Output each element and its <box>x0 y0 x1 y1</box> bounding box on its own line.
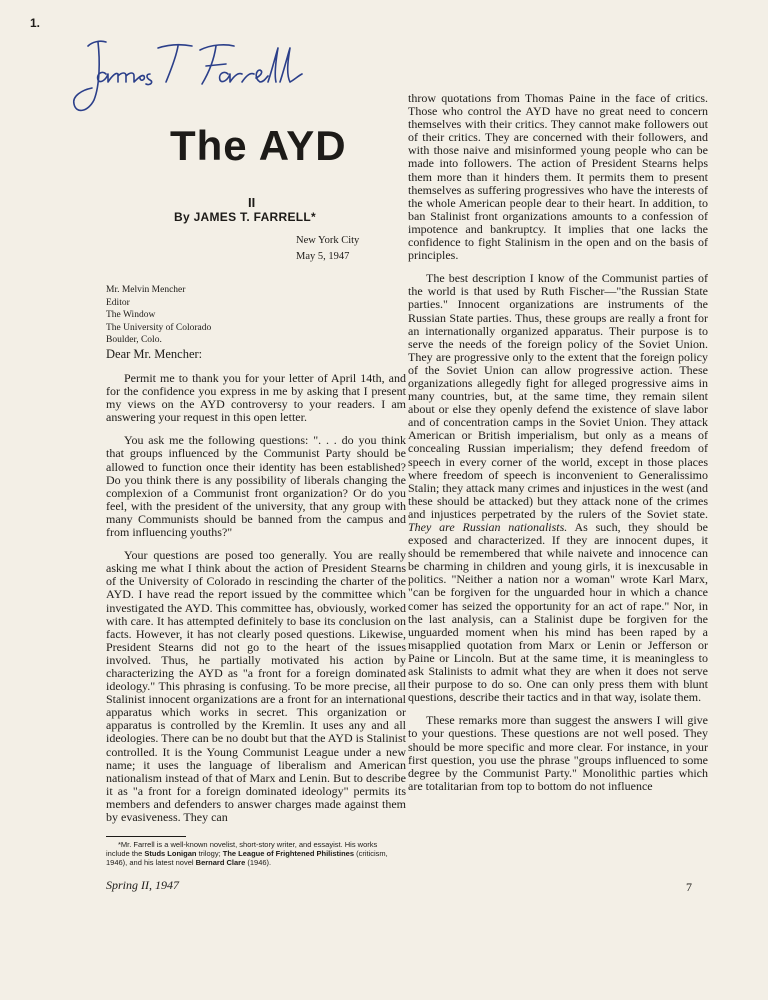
page-number: 7 <box>686 880 692 894</box>
footnote: *Mr. Farrell is a well-known novelist, short-story writer, and essayist. His works include the Studs Lonigan trilogy; The League of Frightened Philistines (criticism, 1946), and his latest novel Bernard Clare (1946). <box>106 840 388 867</box>
footnote-rule <box>106 836 186 837</box>
issue-footer: Spring II, 1947 <box>106 878 179 892</box>
dateline-city: New York City <box>296 235 360 246</box>
address-line: Boulder, Colo. <box>106 335 162 345</box>
address-block <box>106 284 326 347</box>
article-title: The AYD <box>170 122 347 169</box>
address-line: The Window <box>106 310 156 320</box>
salutation: Dear Mr. Mencher: <box>106 347 203 361</box>
left-column <box>106 372 406 834</box>
paragraph: Your questions are posed too generally. You are really asking me what I think about the action of President Stearns of the University of Colorado in rescinding the charter of the AYD. I have read the report issued by the committee which investigated the AYD. This committee has, obviously, worked with care. It has attempted definitely to base its conclusion on facts. However, it has not clearly posed questions. Likewise, President Stearns did not go to the heart of the issues involved. Thus, he partially motivated his action by characterizing the AYD as "a front for a foreign dominated ideology." This phrasing is confusing. To be more precise, all Stalinist innocent organizations are a front for an international apparatus which works in secret. This organization or apparatus is controlled by the Kremlin. It uses any and all ideologies. There can be no doubt but that the AYD is Stalinist controlled. It is the Young Communist League under a new name; it uses the language of liberalism and American nationalism instead of that of Marx and Lenin. But to describe it as "a front for a foreign dominated ideology" permits its members and defenders to answer charges made against them by evasiveness. They can <box>106 548 406 824</box>
dateline <box>296 233 406 265</box>
byline: By JAMES T. FARRELL* <box>174 210 317 224</box>
paragraph: Permit me to thank you for your letter of April 14th, and for the confidence you express in me by asking that I present my views on the AYD controversy to your readers. I am answering your request in this open letter. <box>106 371 406 425</box>
dateline-date: May 5, 1947 <box>296 251 350 262</box>
right-column <box>408 92 708 803</box>
archive-page-number: 1. <box>30 16 41 30</box>
address-line: Mr. Melvin Mencher <box>106 285 186 295</box>
handwritten-signature <box>70 30 310 130</box>
paragraph: You ask me the following questions: ". . . do you think that groups influenced by the Communist Party should be allowed to function once their identity has been established? Do you think there is any possibility of liberals changing the complexion of a Communist front organization? Or do you feel, with the president of the university, that any group with many Communists should be banned from the campus and from influencing youths?" <box>106 433 406 540</box>
address-line: The University of Colorado <box>106 322 212 333</box>
paragraph: throw quotations from Thomas Paine in the face of critics. Those who control the AYD have no great need to concern themselves with their critics. They cannot make followers out of their critics. They are concerned with their followers, and with those naive and misinformed young people who can be made into followers. The action of President Stearns helps them more than it hinders them. It permits them to present themselves as suffering progressives who have the interests of the whole American people dear to their heart. In addition, to ban Stalinist front organizations amounts to a confession of impotence and bankruptcy. It implies that one lacks the confidence to fight Stalinism in the open and on the basis of principles. <box>408 91 708 263</box>
italic-sentence: They are Russian nationalists. <box>408 520 568 534</box>
paragraph <box>408 272 708 704</box>
address-line: Editor <box>106 297 130 308</box>
paragraph: These remarks more than suggest the answers I will give to your questions. These questions are not well posed. They should be more specific and more clear. For instance, in your first question, you use the phrase "groups influenced to some degree by the Communist Party." Monolithic parties which are totalitarian from top to bottom do not influence <box>408 713 708 793</box>
paragraph-text: As such, they should be exposed and characterized. If they are innocent dupes, it should be remembered that while naivete and innocence can be charming in children and young girls, it is inexcusable in politics. "Neither a nation nor a woman" wrote Karl Marx, "can be forgiven for the unguarded hour in which a chance comer has seized the opportunity for an act of rape." Nor, in the last analysis, can a Stalinist dupe be forgiven for the unguarded moment when his mind has been raped by a misapplied quotation from Marx or Lenin or Jefferson or Paine or Lincoln. But at the same time, it is meaningless to ask Stalinists to admit what they are when it does not serve their purpose to do so. One can only press them with blunt questions, describe their tactics and in that way, isolate them. <box>408 520 709 705</box>
paragraph-text: The best description I know of the Communist parties of the world is that used by Ruth Fischer—"the Russian State parties." Innocent organizations are instruments of the Russian State parties. Thus, these groups are really a front for an internationally organized apparatus. Their purpose is to serve the needs of the foreign policy of the Soviet Union. They are progressive only to the extent that the foreign policy of the Soviet Union can allow progressive action. These organizations allegedly fight for alleged progressive aims in many countries, but, at the same time, they remain silent about or else they openly defend the existence of slave labor and of concentration camps in the Soviet Union. They attack American or British imperialism, but only as a means of concealing Russian imperialism; they defend freedom of speech in every corner of the world, except in those places where freedom of speech is inconvenient to Generalissimo Stalin; they attack many crimes and injustices in the west (and these should be attacked) but they attack none of the crimes and injustices perpetrated by the rulers of the Soviet state. <box>408 271 708 521</box>
part-number: II <box>248 195 256 210</box>
